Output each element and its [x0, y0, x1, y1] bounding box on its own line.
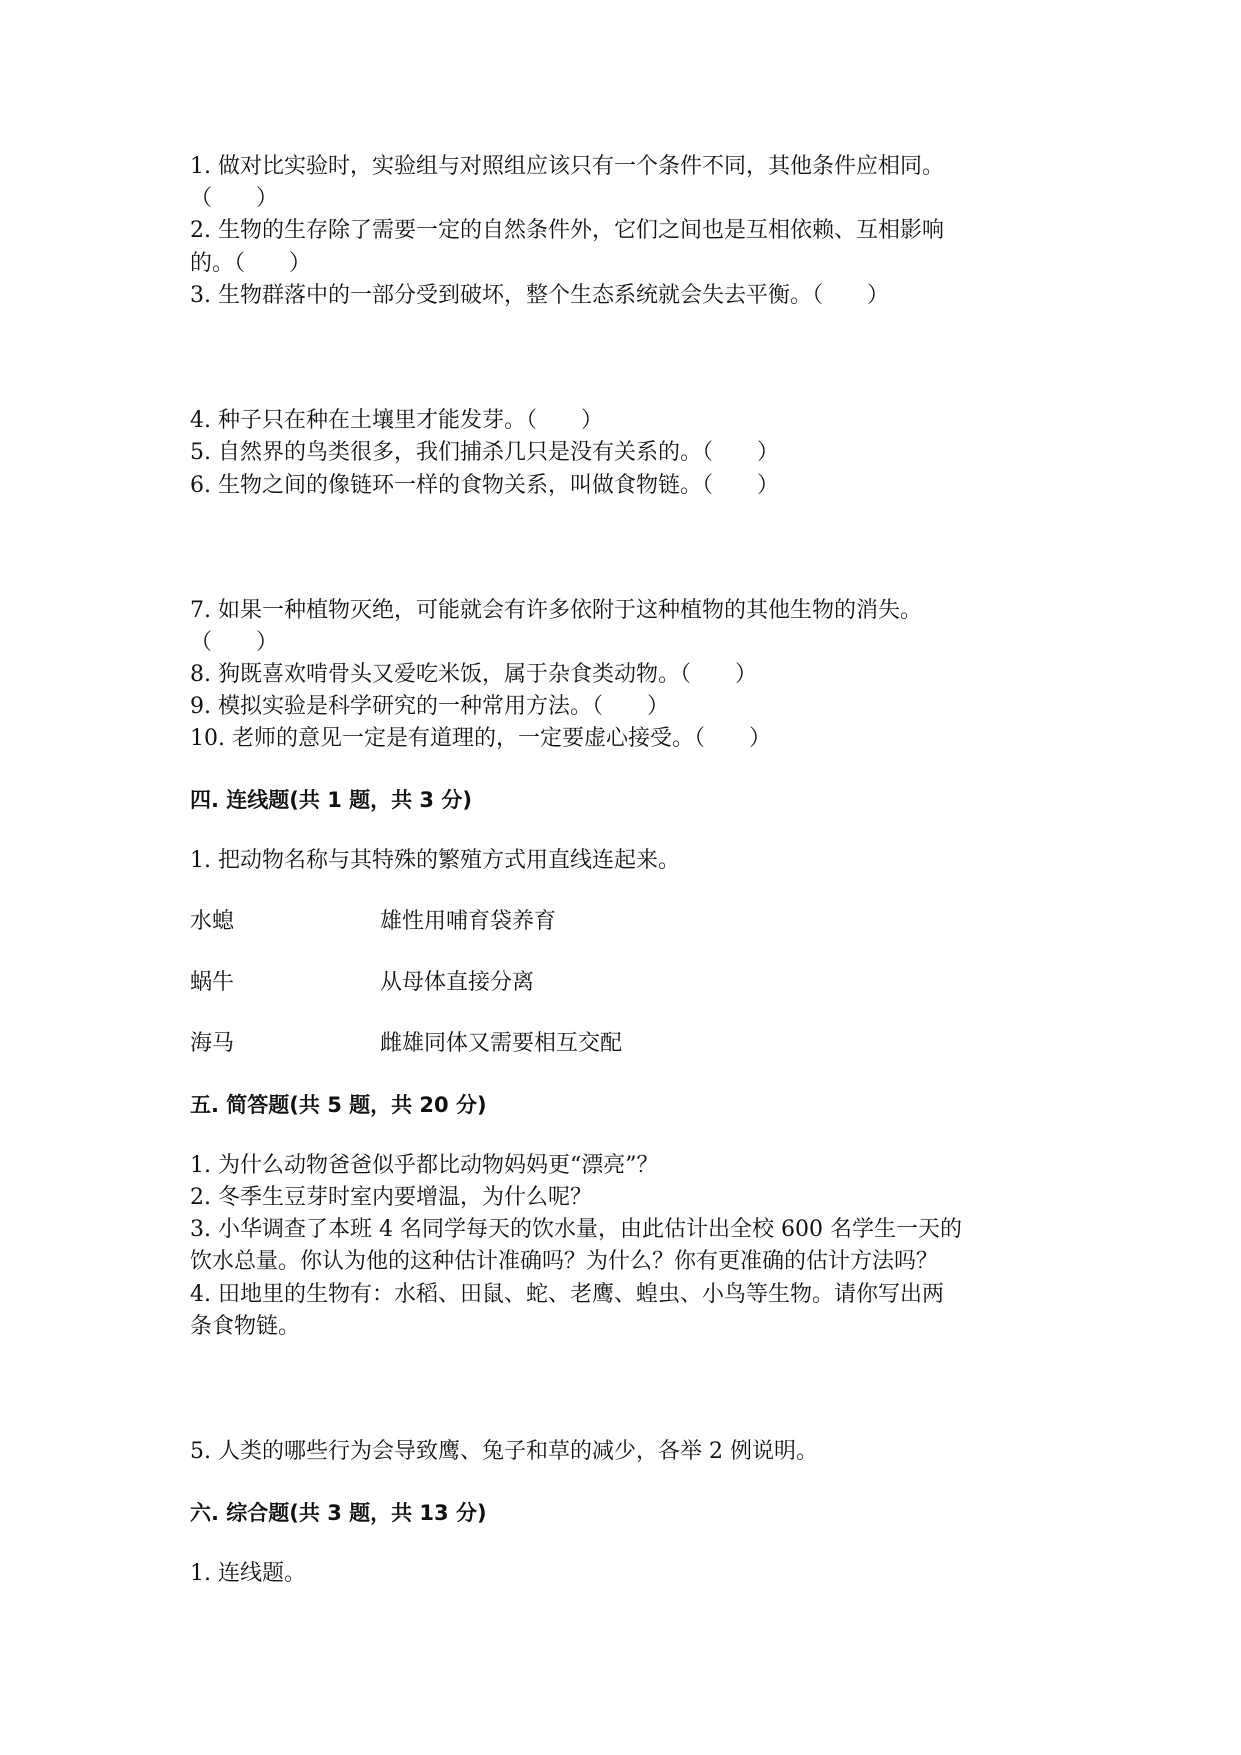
judge-question-8: 8. 狗既喜欢啃骨头又爱吃米饭，属于杂食类动物。（ ） [190, 662, 757, 687]
short-answer-3: 3. 小华调查了本班 4 名同学每天的饮水量，由此估计出全校 600 名学生一天的 [190, 1217, 962, 1242]
judge-question-4: 4. 种子只在种在土壤里才能发芽。（ ） [190, 408, 603, 433]
section-5-heading: 五. 简答题(共 5 题，共 20 分) [190, 1093, 487, 1117]
section-6-heading: 六. 综合题(共 3 题，共 13 分) [190, 1501, 487, 1525]
short-answer-3-cont: 饮水总量。你认为他的这种估计准确吗？为什么？你有更准确的估计方法吗？ [190, 1249, 939, 1274]
judge-question-1-blank: （ ） [190, 186, 279, 211]
judge-question-6: 6. 生物之间的像链环一样的食物关系，叫做食物链。（ ） [190, 473, 779, 498]
short-answer-4-cont: 条食物链。 [190, 1314, 301, 1339]
match-animal-1: 水螅 [190, 909, 235, 934]
match-method-2: 从母体直接分离 [380, 970, 535, 995]
match-animal-2: 蜗牛 [190, 970, 235, 995]
judge-question-7: 7. 如果一种植物灭绝，可能就会有许多依附于这种植物的其他生物的消失。 [190, 598, 922, 623]
judge-question-2-cont: 的。（ ） [190, 251, 312, 276]
comprehensive-question-1: 1. 连线题。 [190, 1561, 306, 1586]
short-answer-5: 5. 人类的哪些行为会导致鹰、兔子和草的减少，各举 2 例说明。 [190, 1439, 818, 1464]
judge-question-3: 3. 生物群落中的一部分受到破坏，整个生态系统就会失去平衡。（ ） [190, 283, 889, 308]
judge-question-1: 1. 做对比实验时，实验组与对照组应该只有一个条件不同，其他条件应相同。 [190, 154, 944, 179]
judge-question-7-blank: （ ） [190, 630, 279, 655]
judge-question-10: 10. 老师的意见一定是有道理的，一定要虚心接受。（ ） [190, 726, 771, 751]
short-answer-2: 2. 冬季生豆芽时室内要增温，为什么呢？ [190, 1185, 592, 1210]
match-animal-3: 海马 [190, 1031, 235, 1056]
judge-question-9: 9. 模拟实验是科学研究的一种常用方法。（ ） [190, 694, 669, 719]
judge-question-2: 2. 生物的生存除了需要一定的自然条件外，它们之间也是互相依赖、互相影响 [190, 218, 944, 243]
short-answer-4: 4. 田地里的生物有：水稻、田鼠、蛇、老鹰、蝗虫、小鸟等生物。请你写出两 [190, 1282, 944, 1307]
short-answer-1: 1. 为什么动物爸爸似乎都比动物妈妈更“漂亮”？ [190, 1153, 659, 1178]
judge-question-5: 5. 自然界的鸟类很多，我们捕杀几只是没有关系的。（ ） [190, 440, 779, 465]
match-method-1: 雄性用哺育袋养育 [380, 909, 557, 934]
section-4-heading: 四. 连线题(共 1 题，共 3 分) [190, 788, 472, 812]
matching-question-1: 1. 把动物名称与其特殊的繁殖方式用直线连起来。 [190, 848, 680, 873]
match-method-3: 雌雄同体又需要相互交配 [380, 1031, 623, 1056]
